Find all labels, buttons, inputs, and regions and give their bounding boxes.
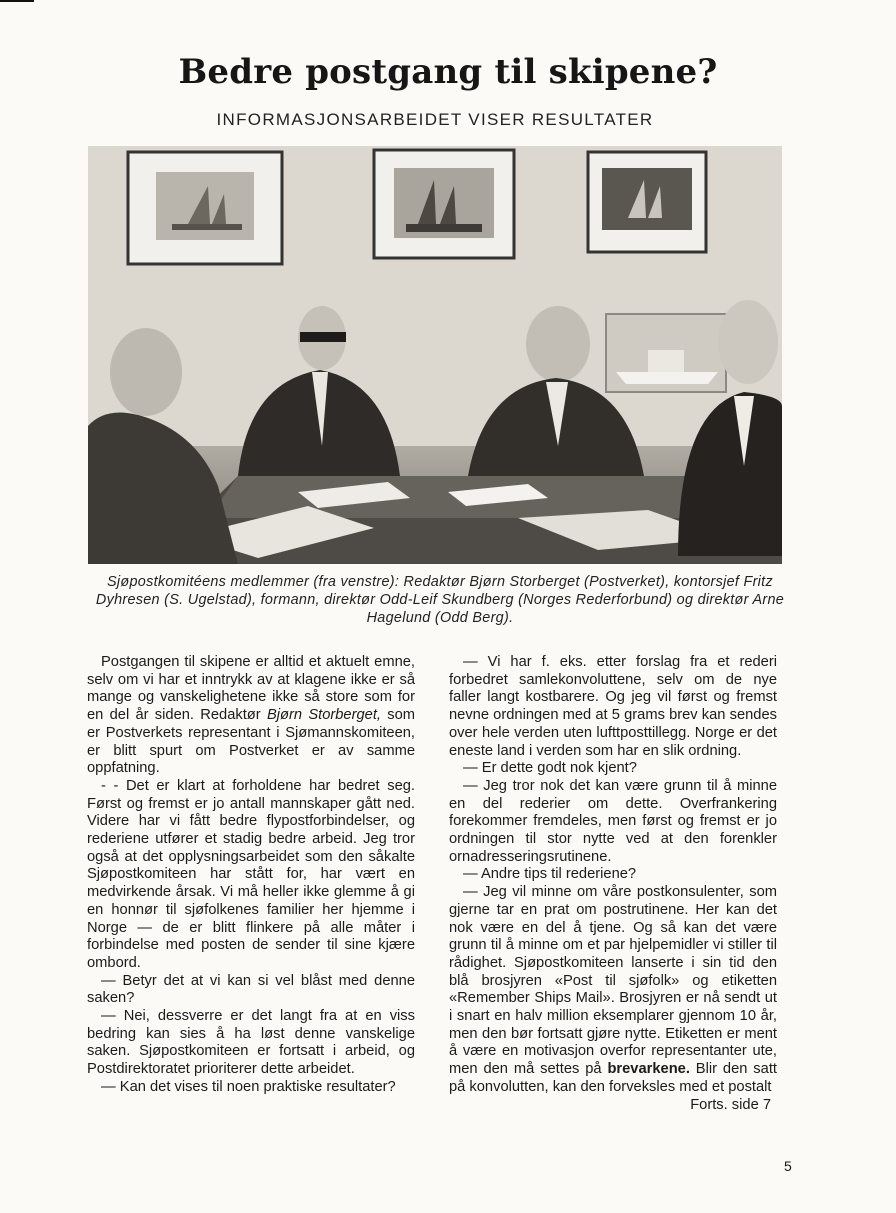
paragraph: - - Det er klart at forholdene har bedret seg. Først og fremst er jo antall mannskaper gått ned. Videre har vi fått bedre flypostforbindelser, og rederiene utfører et stadig bedre arbeid. Jeg tror også at det opplysningsarbeidet som den såkalte Sjøpostkomiteen har stått for, har vært en medvirkende årsak. Vi må heller ikke glemme å gi en honnør til sjøfolkenes familier her hjemme i Norge — de er blitt flinkere på alle måter i forbindelse med posten de sender til sine kjære ombord.: [87, 777, 415, 971]
article-left-column: [87, 654, 415, 1097]
paragraph: — Betyr det at vi kan si vel blåst med denne saken?: [87, 972, 415, 1007]
article-title: Bedre postgang til skipene?: [178, 52, 718, 92]
committee-photo-illustration: [88, 146, 782, 564]
continued-note: Forts. side 7: [690, 1096, 771, 1113]
photo-caption: Sjøpostkomitéens medlemmer (fra venstre): Redaktør Bjørn Storberget (Postverket), kontorsjef Fritz Dyhresen (S. Ugelstad), formann, direktør Odd-Leif Skundberg (Norges Rederforbund) og direktør Arne Hagelund (Odd Berg).: [95, 574, 785, 626]
ship-painting-center: [374, 150, 514, 258]
paragraph: — Kan det vises til noen praktiske resultater?: [101, 1078, 396, 1095]
ship-painting-left: [128, 152, 282, 264]
paragraph: — Nei, dessverre er det langt fra at en viss bedring kan sies å ha løst denne vanskelige saken. Sjøpostkomiteen er fortsatt i arbeid, og Postdirektoratet prioriterer dette arbeidet.: [87, 1008, 415, 1078]
paragraph: — Jeg vil minne om våre postkonsulenter, som gjerne tar en prat om postrutinene. Her kan det nok være en del å tjene. Og så kan det være grunn til å minne om et par hjelpemidler vi stiller til rådighet. Sjøpostkomiteen lanserte i sin tid den blå brosjyren «Post til sjøfolk» og etiketten «Remember Ships Mail». Brosjyren er nå sendt ut i snart en halv million eksemplarer gjennom 10 år, men den bør fortsatt gjøre nytte. Etiketten er ment å være en motivasjon overfor representanter ute, men den må settes på brevarkene. Blir den satt på konvolutten, kan den forveksles med et postalt: [449, 884, 777, 1095]
page-number: 5: [784, 1158, 792, 1174]
paragraph: — Vi har f. eks. etter forslag fra et rederi forbedret samlekonvoluttene, selv om de nye faller langt kostbarere. Og jeg vil først og fremst nevne ordningen med at 5 grams brev kan sendes over hele verden uten lufttposttillegg. Norge er det eneste land i verden som har en slik ordning.: [449, 654, 777, 759]
paragraph: — Andre tips til rederiene?: [463, 866, 637, 883]
article-right-column: [449, 654, 777, 1114]
paragraph: — Er dette godt nok kjent?: [463, 760, 637, 777]
scan-edge-mark: [0, 0, 34, 2]
paragraph: Postgangen til skipene er alltid et aktuelt emne, selv om vi har et inntrykk av at klagene ikke er så mange og vanskelighetene ikke så store som for en del år siden. Redaktør Bjørn Storberget, som er Postverkets representant i Sjømannskomiteen, er blitt spurt om Postverket er av samme oppfatning.: [87, 654, 416, 777]
committee-photo: [88, 146, 782, 564]
ship-painting-right: [588, 152, 706, 252]
article-subtitle: INFORMASJONSARBEIDET VISER RESULTATER: [216, 110, 654, 129]
paragraph: — Jeg tror nok det kan være grunn til å minne en del rederier om dette. Overfrankering forekommer fremdeles, men først og fremst er jo ordningen til stor nytte ved at den forenkler ornadresseringsrutinene.: [449, 777, 777, 865]
